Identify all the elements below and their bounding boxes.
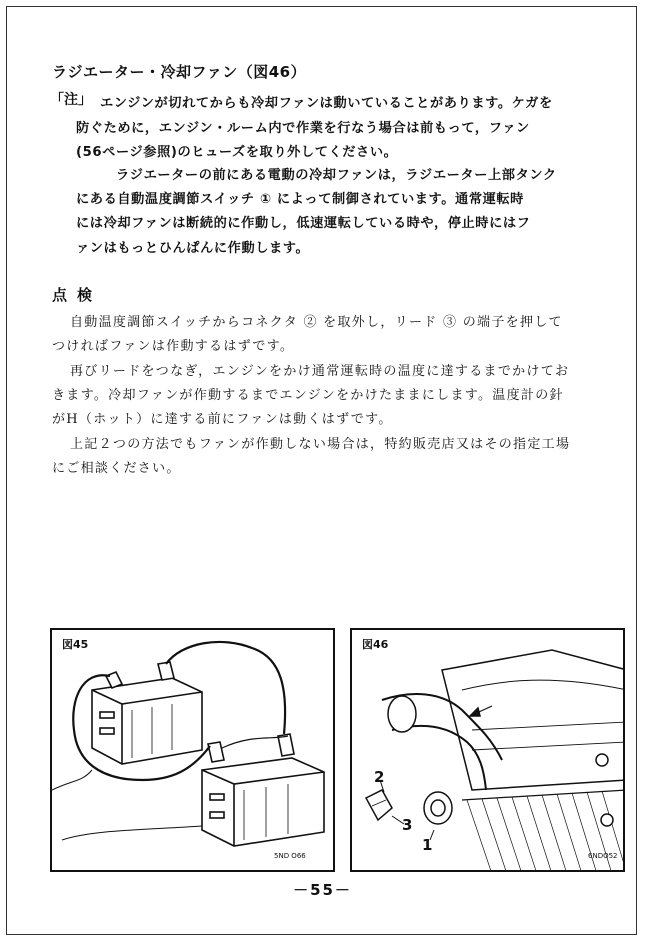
radiator-switch-illustration [352,630,625,872]
note-line: ラジエーターの前にある電動の冷却ファンは，ラジエーター上部タンク [116,168,557,183]
figure-46 [350,628,625,872]
figure-code: 6NDO52 [588,852,618,860]
note-label: 「注」 [50,92,92,108]
check-line: 再びリードをつなぎ，エンジンをかけ通常運転時の温度に達するまでかけてお [70,364,570,379]
check-title: 点検 [52,286,103,304]
note-line: (56ページ参照)のヒューズを取り外してください。 [76,145,398,160]
note-line: ァンはもっとひんぱんに作動します。 [76,241,310,256]
figure-label: 図46 [362,638,389,651]
section-title: ラジエーター・冷却ファン（図46） [52,63,307,81]
callout-2: 2 [374,768,385,786]
note-line: エンジンが切れてからも冷却ファンは動いていることがあります。ケガを [100,96,553,111]
check-line: 自動温度調節スイッチからコネクタ ② を取外し，リード ③ の端子を押して [70,315,563,330]
page-number: －55－ [293,881,352,899]
check-line: がH（ホット）に達する前にファンは動くはずです。 [52,412,393,427]
note-line: 防ぐために，エンジン・ルーム内で作業を行なう場合は前もって，ファン [76,121,530,136]
check-line: つければファンは作動するはずです。 [52,339,295,354]
figure-45 [50,628,335,872]
callout-3: 3 [402,816,413,834]
battery-jumper-illustration [52,630,335,872]
check-line: 上記２つの方法でもファンが作動しない場合は，特約販売店又はその指定工場 [70,437,571,452]
note-line: には冷却ファンは断続的に作動し，低速運転している時や，停止時にはフ [76,216,531,231]
figure-label: 図45 [62,638,89,651]
figure-code: 5ND O66 [274,852,306,860]
check-line: きます。冷却ファンが作動するまでエンジンをかけたままにします。温度計の針 [52,388,564,403]
callout-1: 1 [422,836,433,854]
note-line: にある自動温度調節スイッチ ① によって制御されています。通常運転時 [76,192,524,207]
check-line: にご相談ください。 [52,461,181,476]
